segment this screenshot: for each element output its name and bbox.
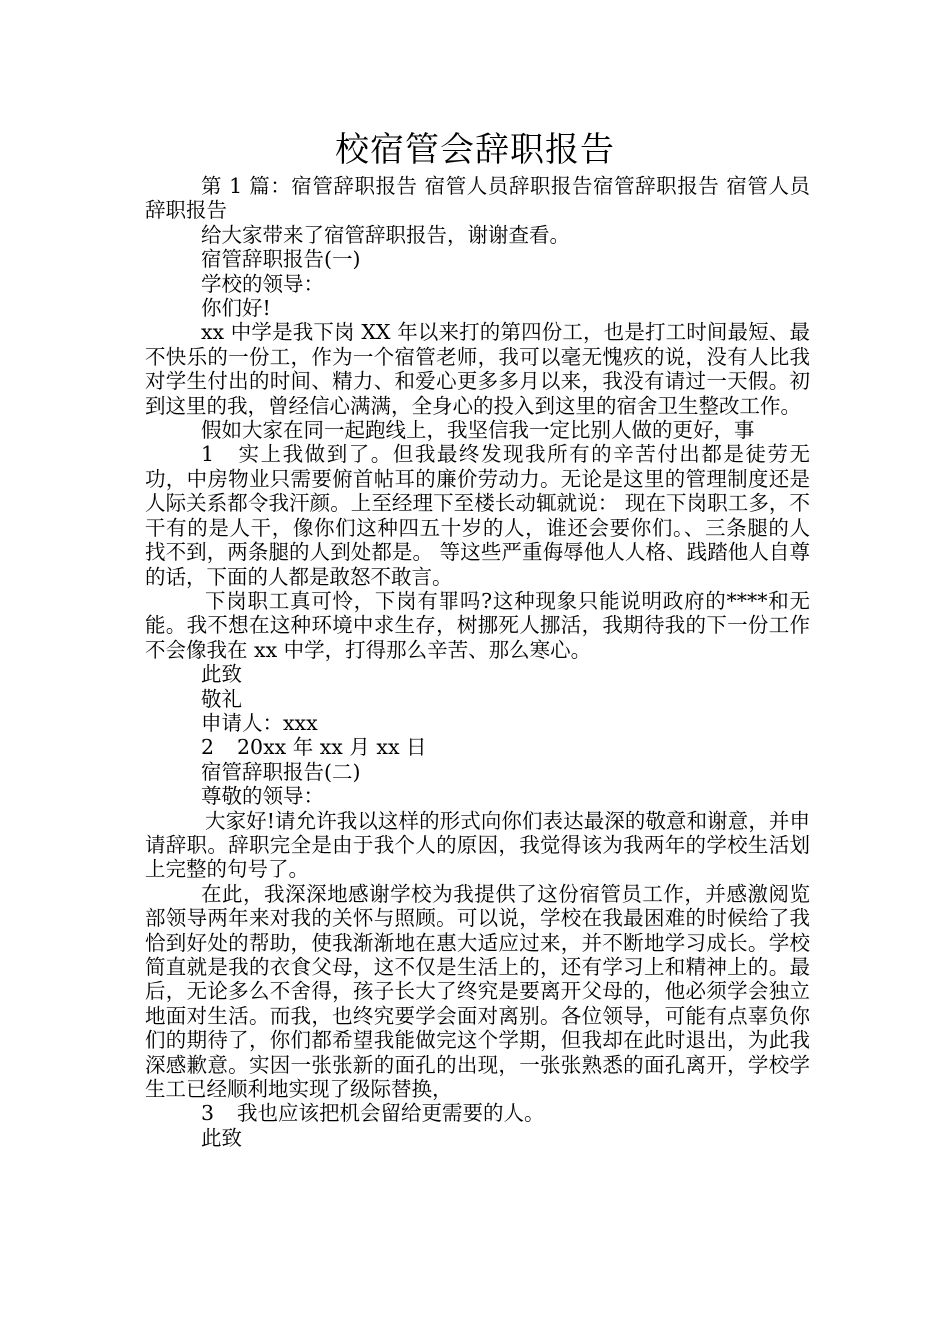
date-text: 20xx 年 xx 月 xx 日 xyxy=(237,735,427,760)
letter-2-salutation: 尊敬的领导： xyxy=(201,784,324,809)
letter-1-paragraph: 下岗职工真可怜，下岗有罪吗?这种现象只能说明政府的****和无能。我不想在这种环境中求生存，树挪死人挪活，我期待我的下一份工作不会像我在 xx 中学，打得那么辛苦、那么寒心。 xyxy=(145,588,810,662)
letter-1-paragraph: xx 中学是我下岗 XX 年以来打的第四份工，也是打工时间最短、最不快乐的一份工，作为一个宿管老师，我可以毫无愧疚的说，没有人比我对学生付出的时间、精力、和爱心更多多月以来，我没有请过一天假。初到这里的我，曾经信心满满，全身心的投入到这里的宿舍卫生整改工作。 xyxy=(145,320,810,418)
intro-line: 给大家带来了宿管辞职报告，谢谢查看。 xyxy=(201,222,570,247)
letter-1-salutation: 学校的领导： xyxy=(201,271,324,296)
letter-1-paragraph: 假如大家在同一起跑线上，我坚信我一定比别人做的更好，事 xyxy=(201,418,755,443)
letter-1-paragraph xyxy=(145,442,810,588)
closing-line: 此致 xyxy=(201,1125,242,1150)
document-body xyxy=(145,174,810,1150)
letter-2-paragraph xyxy=(145,1101,810,1125)
date-line xyxy=(145,735,810,759)
page-number: 2 xyxy=(201,735,215,760)
page-number: 3 xyxy=(201,1101,215,1126)
page-number: 1 xyxy=(201,442,215,467)
paragraph-text: 我也应该把机会留给更需要的人。 xyxy=(237,1101,545,1126)
letter-2-paragraph: 大家好!请允许我以这样的形式向你们表达最深的敬意和谢意，并申请辞职。辞职完全是由于我个人的原因，我觉得该为我两年的学校生活划上完整的句号了。 xyxy=(145,808,810,882)
letter-1-heading: 宿管辞职报告(一) xyxy=(201,247,361,272)
paragraph-text: 实上我做到了。但我最终发现我所有的辛苦付出都是徒劳无功，中房物业只需要俯首帖耳的廉价劳动力。无论是这里的管理制度还是人际关系都令我汗颜。上至经理下至楼长动辄就说： 现在下岗职工多，不干有的是人干，像你们这种四五十岁的人，谁还会要你们。、三条腿的人找不到，两条腿的人到处都是。 等这些严重侮辱他人人格、践踏他人自尊的话，下面的人都是敢怒不敢言。 xyxy=(145,442,810,589)
closing-line: 此致 xyxy=(201,662,242,687)
letter-1-greeting: 你们好! xyxy=(201,296,271,321)
document-title: 校宿管会辞职报告 xyxy=(335,130,615,170)
letter-2-heading: 宿管辞职报告(二) xyxy=(201,759,361,784)
closing-line: 敬礼 xyxy=(201,686,242,711)
section-heading-1: 第 1 篇：宿管辞职报告 宿管人员辞职报告宿管辞职报告 宿管人员辞职报告 xyxy=(145,174,810,223)
letter-2-paragraph: 在此，我深深地感谢学校为我提供了这份宿管员工作，并感激阅览部领导两年来对我的关怀与照顾。可以说，学校在我最困难的时候给了我恰到好处的帮助，使我渐渐地在惠大适应过来，并不断地学习成长。学校简直就是我的衣食父母，这不仅是生活上的，还有学习上和精神上的。最后，无论多么不舍得，孩子长大了终究是要离开父母的，他必须学会独立地面对生活。而我，也终究要学会面对离别。各位领导，可能有点辜负你们的期待了，你们都希望我能做完这个学期，但我却在此时退出，为此我深感歉意。实因一张张新的面孔的出现，一张张熟悉的面孔离开，学校学生工已经顺利地实现了级际替换， xyxy=(145,881,810,1102)
applicant-line: 申请人：xxx xyxy=(201,710,318,735)
